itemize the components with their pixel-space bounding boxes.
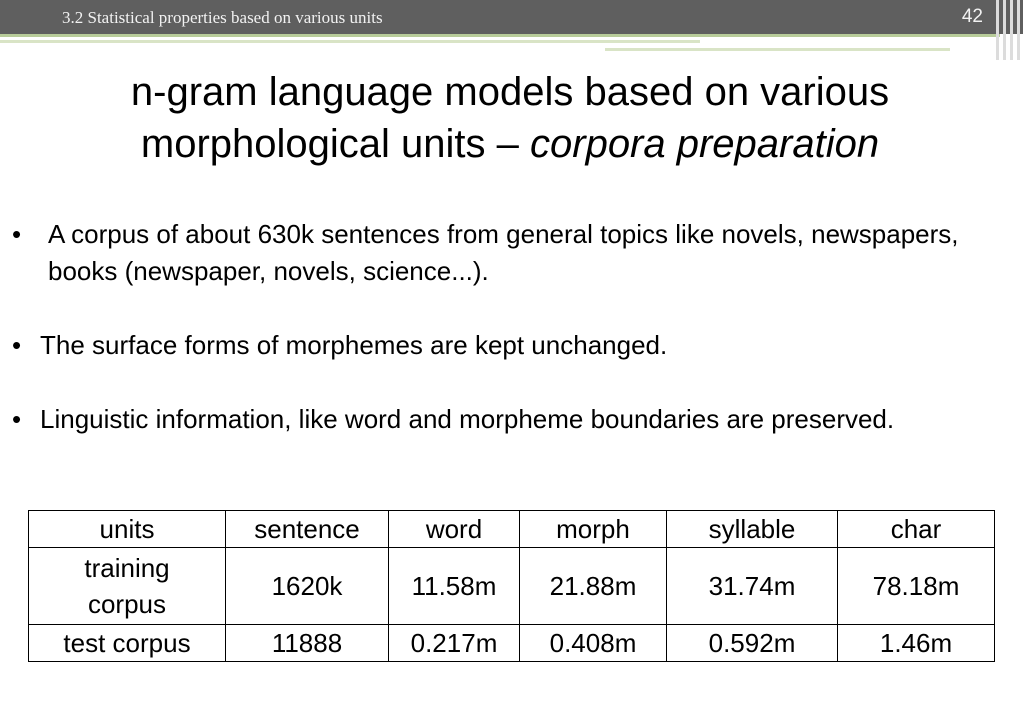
- bullet-item: • A corpus of about 630k sentences from general topics like novels, newspapers, books (newspaper, novels, science...).: [8, 216, 998, 290]
- table-cell: 1620k: [226, 548, 389, 625]
- corpus-stats-table: [28, 510, 995, 662]
- table-cell: 0.408m: [520, 625, 667, 662]
- decorative-bar: [1010, 0, 1013, 60]
- table-header-cell: char: [838, 511, 995, 548]
- table-cell: 11.58m: [389, 548, 520, 625]
- section-label: 3.2 Statistical properties based on various units: [62, 8, 383, 27]
- accent-line: [0, 40, 700, 43]
- bullet-item: • Linguistic information, like word and morpheme boundaries are preserved.: [8, 401, 998, 438]
- bullet-item: • The surface forms of morphemes are kept unchanged.: [8, 327, 998, 364]
- decorative-bar: [1003, 0, 1006, 60]
- accent-line: [0, 34, 1000, 37]
- table-header-cell: sentence: [226, 511, 389, 548]
- table-cell: 21.88m: [520, 548, 667, 625]
- table-header-cell: units: [29, 511, 226, 548]
- accent-line: [605, 48, 950, 51]
- table-header-cell: word: [389, 511, 520, 548]
- decorative-bar: [996, 0, 999, 60]
- decorative-bar: [1017, 0, 1020, 60]
- table-cell: 1.46m: [838, 625, 995, 662]
- table-cell: 0.217m: [389, 625, 520, 662]
- title-line-1: n-gram language models based on various: [130, 70, 890, 114]
- slide-title: [30, 66, 990, 170]
- slide-number: 42: [961, 6, 983, 27]
- title-line-2-plain: morphological units –: [140, 122, 530, 166]
- bullet-list: [8, 216, 998, 475]
- table-cell: 0.592m: [667, 625, 838, 662]
- table-header-cell: morph: [520, 511, 667, 548]
- title-line-2-italic: corpora preparation: [530, 122, 880, 166]
- table-cell: 31.74m: [667, 548, 838, 625]
- table-row: [29, 625, 995, 662]
- title-line-2: [30, 118, 990, 170]
- table-cell: 11888: [226, 625, 389, 662]
- table-header-row: [29, 511, 995, 548]
- table-cell: test corpus: [29, 625, 226, 662]
- table-header-cell: syllable: [667, 511, 838, 548]
- table-cell: 78.18m: [838, 548, 995, 625]
- table-cell: training corpus: [29, 548, 226, 625]
- table-row: [29, 548, 995, 625]
